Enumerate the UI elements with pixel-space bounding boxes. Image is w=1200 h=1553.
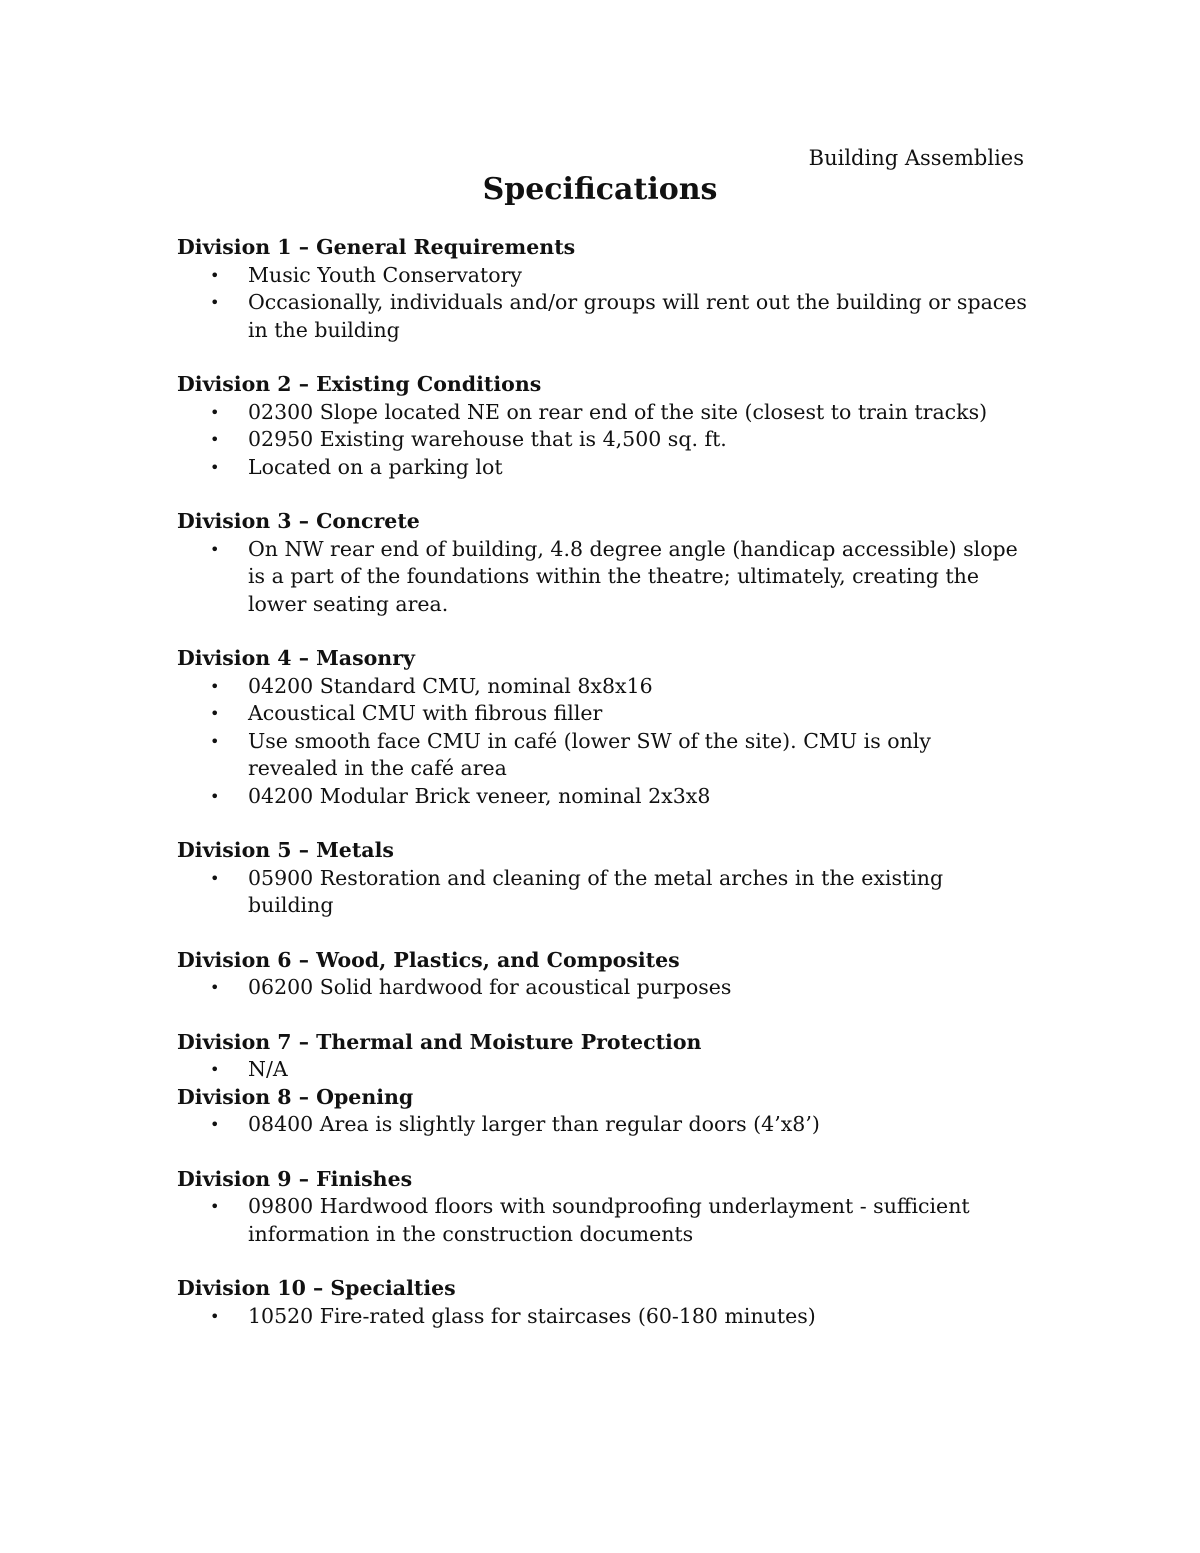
list-item <box>177 783 1027 811</box>
division-items <box>177 262 1027 345</box>
item-text: 08400 Area is slightly larger than regular doors (4’x8’) <box>248 1112 820 1136</box>
division-3 <box>177 508 1027 618</box>
list-item <box>177 974 1027 1002</box>
division-5 <box>177 837 1027 920</box>
bullet-icon: • <box>210 457 220 477</box>
division-items <box>177 1056 1027 1084</box>
item-text: Acoustical CMU with fibrous filler <box>248 701 603 725</box>
item-text: Music Youth Conservatory <box>248 262 522 287</box>
division-heading: Division 3 – Concrete <box>177 509 420 533</box>
course-label: Building Assemblies <box>808 146 1024 170</box>
division-heading: Division 7 – Thermal and Moisture Protection <box>177 1029 702 1054</box>
division-6 <box>177 947 1027 1002</box>
bullet-icon: • <box>210 978 220 997</box>
bullet-icon: • <box>210 1115 220 1134</box>
list-item <box>177 673 1027 701</box>
item-text: 06200 Solid hardwood for acoustical purposes <box>248 975 732 999</box>
item-text: Occasionally, individuals and/or groups will rent out the building or spaces in the building <box>248 290 1027 342</box>
division-heading: Division 8 – Opening <box>177 1084 414 1109</box>
bullet-icon: • <box>210 265 220 285</box>
bullet-icon: • <box>210 402 220 422</box>
list-item <box>177 536 1027 619</box>
list-item <box>177 865 1027 920</box>
division-items <box>177 865 1027 920</box>
division-heading: Division 10 – Specialties <box>177 1276 456 1300</box>
bullet-icon: • <box>210 1060 220 1079</box>
list-item <box>177 426 1027 454</box>
bullet-icon: • <box>210 704 220 723</box>
item-text: 02950 Existing warehouse that is 4,500 sq. ft. <box>248 427 727 451</box>
item-text: Use smooth face CMU in café (lower SW of the site). CMU is only revealed in the café area <box>248 728 931 780</box>
bullet-icon: • <box>210 676 220 696</box>
page-title: Specifications <box>482 172 718 207</box>
division-heading: Division 6 – Wood, Plastics, and Composites <box>177 947 680 972</box>
division-items <box>177 673 1027 811</box>
division-9 <box>177 1166 1027 1249</box>
division-4 <box>177 645 1027 810</box>
division-1 <box>177 234 1027 344</box>
division-heading: Division 9 – Finishes <box>177 1166 413 1191</box>
list-item <box>177 454 1027 482</box>
division-7 <box>177 1029 1027 1084</box>
bullet-icon: • <box>210 786 220 806</box>
bullet-icon: • <box>210 293 220 312</box>
list-item <box>177 289 1027 344</box>
division-items <box>177 399 1027 482</box>
division-items <box>177 974 1027 1002</box>
item-text: 10520 Fire-rated glass for staircases (60-180 minutes) <box>248 1303 816 1328</box>
item-text: Located on a parking lot <box>248 454 503 479</box>
bullet-icon: • <box>210 1306 220 1326</box>
division-heading: Division 1 – General Requirements <box>177 235 576 259</box>
division-heading: Division 2 – Existing Conditions <box>177 372 542 396</box>
division-items <box>177 536 1027 619</box>
list-item <box>177 728 1027 783</box>
bullet-icon: • <box>210 731 220 751</box>
item-text: 09800 Hardwood floors with soundproofing underlayment - sufficient information in the construction documents <box>248 1194 970 1246</box>
list-item <box>177 1303 1027 1331</box>
division-items <box>177 1303 1027 1331</box>
item-text: On NW rear end of building, 4.8 degree angle (handicap accessible) slope is a part of the foundations within the theatre; ultimately, creating the lower seating area. <box>248 536 1018 616</box>
bullet-icon: • <box>210 539 220 559</box>
division-10 <box>177 1275 1027 1330</box>
list-item <box>177 1056 1027 1084</box>
bullet-icon: • <box>210 868 220 888</box>
list-item <box>177 1111 1027 1139</box>
division-heading: Division 5 – Metals <box>177 838 394 862</box>
division-items <box>177 1193 1027 1248</box>
list-item <box>177 399 1027 427</box>
item-text: 04200 Modular Brick veneer, nominal 2x3x8 <box>248 783 711 808</box>
list-item <box>177 1193 1027 1248</box>
item-text: N/A <box>248 1057 288 1081</box>
division-items <box>177 1111 1027 1139</box>
item-text: 04200 Standard CMU, nominal 8x8x16 <box>248 673 653 698</box>
division-2 <box>177 371 1027 481</box>
list-item <box>177 262 1027 290</box>
list-item <box>177 700 1027 728</box>
bullet-icon: • <box>210 1197 220 1216</box>
item-text: 05900 Restoration and cleaning of the metal arches in the existing building <box>248 865 944 917</box>
division-heading: Division 4 – Masonry <box>177 646 415 670</box>
bullet-icon: • <box>210 430 220 449</box>
division-8 <box>177 1084 1027 1139</box>
item-text: 02300 Slope located NE on rear end of the site (closest to train tracks) <box>248 399 988 424</box>
specifications-list <box>177 234 1027 1330</box>
